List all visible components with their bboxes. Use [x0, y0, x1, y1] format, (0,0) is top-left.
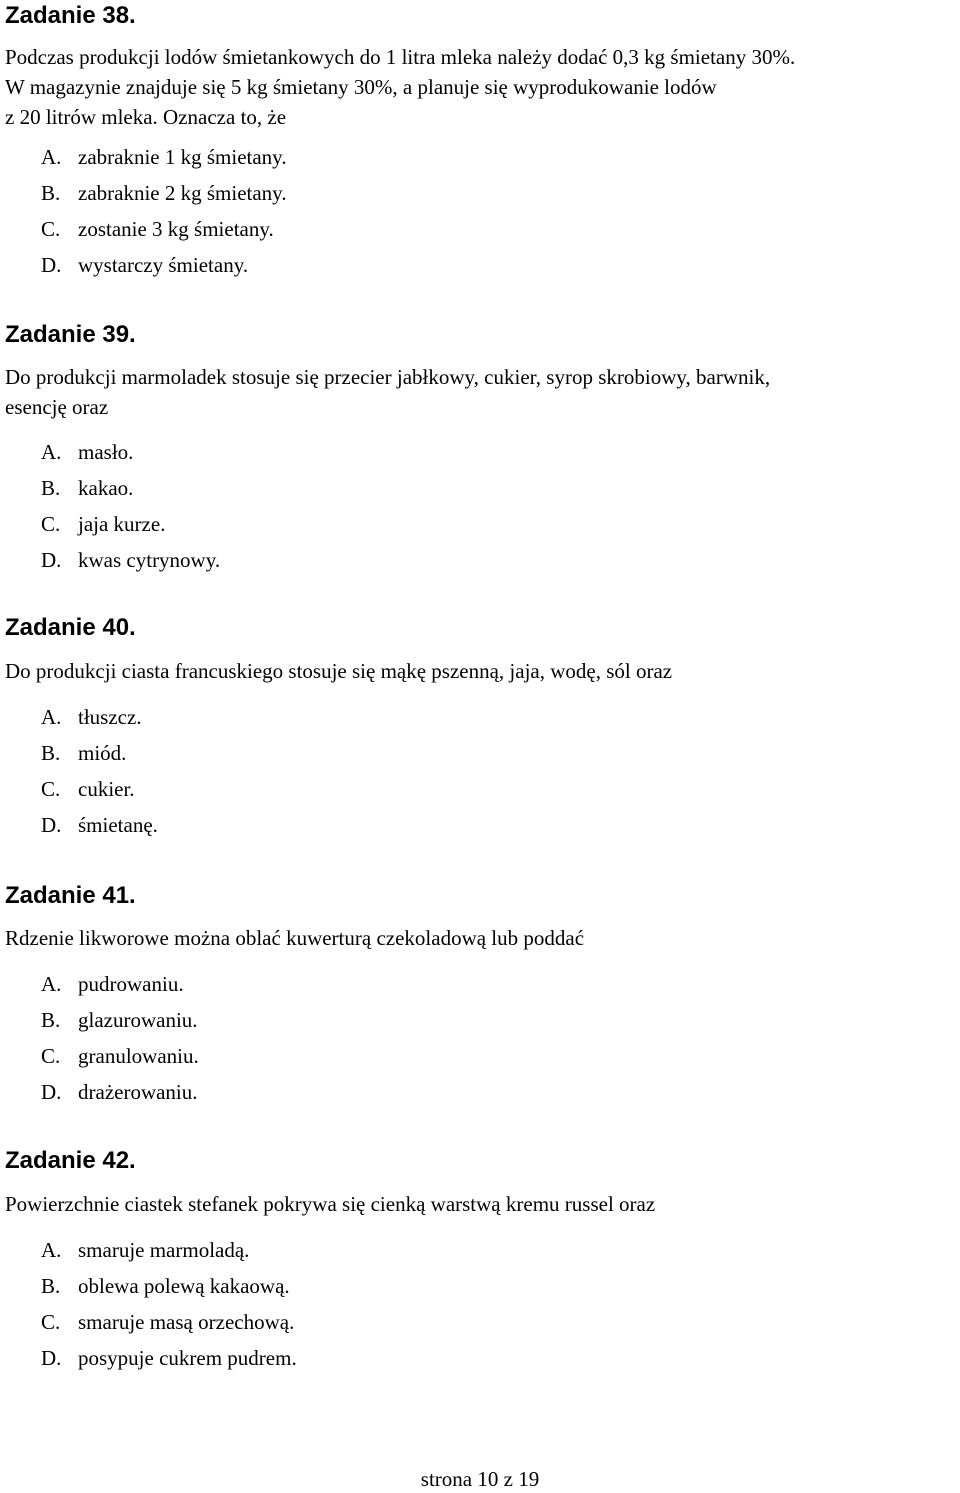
- answer-text: oblewa polewą kakaową.: [78, 1274, 290, 1298]
- answer-text: zabraknie 1 kg śmietany.: [78, 145, 287, 169]
- answer-letter: D.: [41, 548, 62, 572]
- answer-text: miód.: [78, 741, 127, 765]
- task-question: [5, 923, 955, 953]
- task-question: [5, 42, 955, 132]
- answer-option-b: [41, 470, 220, 506]
- task-title: Zadanie 40.: [5, 614, 136, 641]
- question-line: Rdzenie likworowe można oblać kuwerturą czekoladową lub poddać: [5, 926, 585, 950]
- task-title: Zadanie 39.: [5, 321, 136, 348]
- answer-text: kwas cytrynowy.: [78, 548, 221, 572]
- answer-option-d: [41, 1340, 297, 1376]
- answer-text: zostanie 3 kg śmietany.: [78, 217, 274, 241]
- answer-letter: A.: [41, 705, 62, 729]
- answer-text: smaruje masą orzechową.: [78, 1310, 295, 1334]
- answer-option-b: [41, 1002, 199, 1038]
- answer-option-d: [41, 247, 287, 283]
- answer-text: wystarczy śmietany.: [78, 253, 249, 277]
- answer-text: posypuje cukrem pudrem.: [78, 1346, 297, 1370]
- answer-option-d: [41, 807, 158, 843]
- answer-text: śmietanę.: [78, 813, 158, 837]
- answer-option-c: [41, 1038, 199, 1074]
- answer-option-c: [41, 211, 287, 247]
- answer-letter: C.: [41, 1044, 61, 1068]
- question-line: Do produkcji marmoladek stosuje się przecier jabłkowy, cukier, syrop skrobiowy, barwnik,: [5, 365, 771, 389]
- answer-letter: A.: [41, 145, 62, 169]
- answer-option-a: [41, 434, 220, 470]
- answer-letter: A.: [41, 1238, 62, 1262]
- answer-letter: B.: [41, 181, 61, 205]
- answer-option-b: [41, 735, 158, 771]
- answer-letter: C.: [41, 512, 61, 536]
- answer-letter: A.: [41, 440, 62, 464]
- answer-letter: D.: [41, 1080, 62, 1104]
- answer-option-d: [41, 542, 220, 578]
- answer-letter: C.: [41, 217, 61, 241]
- answer-text: tłuszcz.: [78, 705, 142, 729]
- question-line: z 20 litrów mleka. Oznacza to, że: [5, 105, 287, 129]
- question-line: Podczas produkcji lodów śmietankowych do 1 litra mleka należy dodać 0,3 kg śmietany 30%.: [5, 45, 796, 69]
- answer-text: cukier.: [78, 777, 135, 801]
- task-question: [5, 1189, 955, 1219]
- answer-text: smaruje marmoladą.: [78, 1238, 250, 1262]
- answer-list: [41, 434, 220, 578]
- question-line: Powierzchnie ciastek stefanek pokrywa się cienką warstwą kremu russel oraz: [5, 1192, 656, 1216]
- question-line: Do produkcji ciasta francuskiego stosuje się mąkę pszenną, jaja, wodę, sól oraz: [5, 659, 673, 683]
- task-title: Zadanie 41.: [5, 882, 136, 909]
- answer-option-a: [41, 699, 158, 735]
- answer-option-c: [41, 506, 220, 542]
- answer-option-c: [41, 771, 158, 807]
- answer-text: granulowaniu.: [78, 1044, 199, 1068]
- answer-letter: B.: [41, 741, 61, 765]
- answer-text: drażerowaniu.: [78, 1080, 198, 1104]
- task-title: Zadanie 38.: [5, 2, 136, 29]
- answer-text: glazurowaniu.: [78, 1008, 198, 1032]
- answer-letter: B.: [41, 1008, 61, 1032]
- answer-list: [41, 699, 158, 843]
- answer-text: pudrowaniu.: [78, 972, 184, 996]
- answer-option-a: [41, 139, 287, 175]
- answer-letter: C.: [41, 1310, 61, 1334]
- question-line: esencję oraz: [5, 395, 109, 419]
- answer-letter: D.: [41, 813, 62, 837]
- answer-list: [41, 966, 199, 1110]
- answer-text: zabraknie 2 kg śmietany.: [78, 181, 287, 205]
- answer-letter: D.: [41, 1346, 62, 1370]
- answer-option-d: [41, 1074, 199, 1110]
- task-title: Zadanie 42.: [5, 1147, 136, 1174]
- answer-letter: C.: [41, 777, 61, 801]
- answer-letter: B.: [41, 1274, 61, 1298]
- answer-text: jaja kurze.: [78, 512, 166, 536]
- answer-option-c: [41, 1304, 297, 1340]
- answer-text: kakao.: [78, 476, 134, 500]
- answer-option-a: [41, 966, 199, 1002]
- answer-letter: B.: [41, 476, 61, 500]
- answer-letter: A.: [41, 972, 62, 996]
- answer-option-b: [41, 175, 287, 211]
- answer-letter: D.: [41, 253, 62, 277]
- task-question: [5, 656, 955, 686]
- task-question: [5, 362, 955, 422]
- page-number: strona 10 z 19: [420, 1467, 540, 1491]
- question-line: W magazynie znajduje się 5 kg śmietany 30%, a planuje się wyprodukowanie lodów: [5, 75, 717, 99]
- answer-option-b: [41, 1268, 297, 1304]
- answer-list: [41, 139, 287, 283]
- answer-list: [41, 1232, 297, 1376]
- answer-option-a: [41, 1232, 297, 1268]
- answer-text: masło.: [78, 440, 134, 464]
